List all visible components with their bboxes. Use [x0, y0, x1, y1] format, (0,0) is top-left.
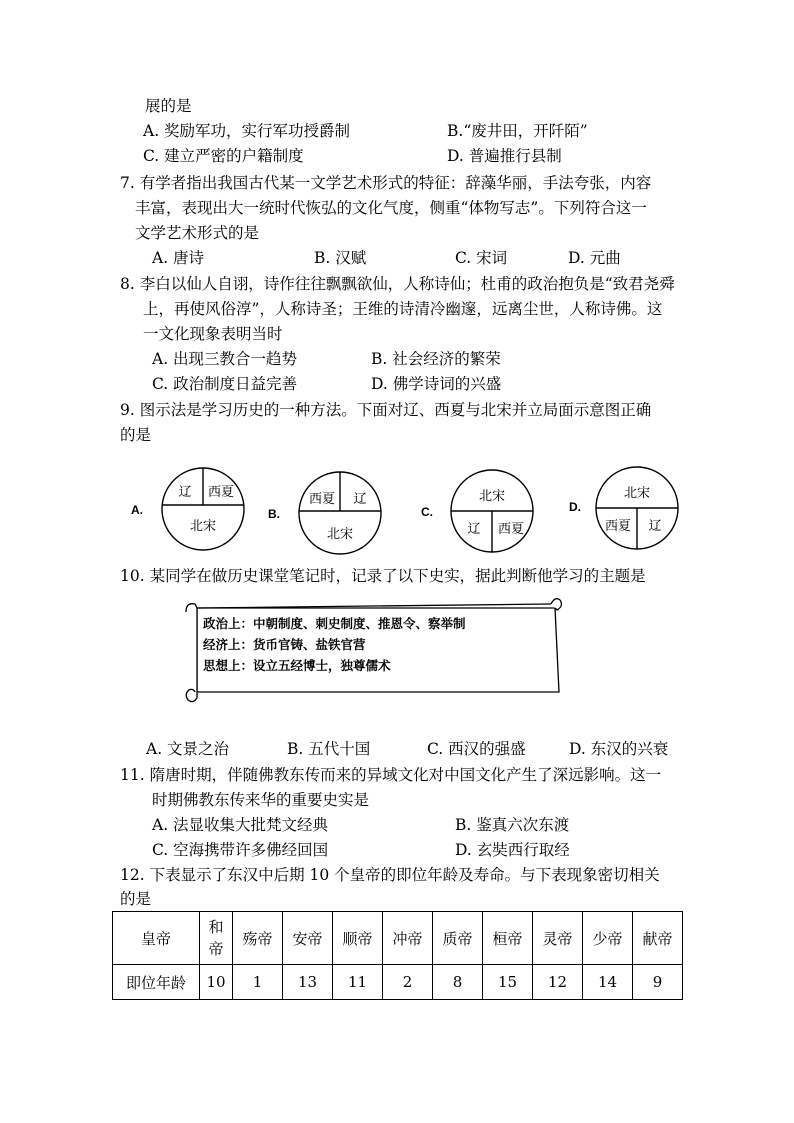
q10-notes-scroll — [183, 594, 563, 706]
emperor-cell: 安帝 — [283, 912, 333, 965]
q9-b-top-left: 西夏 — [308, 492, 336, 507]
emperor-name-split: 和 帝 — [208, 918, 224, 958]
q12-stem-line2: 的是 — [120, 890, 152, 908]
q8-option-d[interactable]: D. 佛学诗词的兴盛 — [371, 375, 502, 393]
q11-option-a[interactable]: A. 法显收集大批梵文经典 — [152, 816, 329, 834]
age-cell: 15 — [483, 965, 533, 1000]
q6-option-a[interactable]: A. 奖励军功，实行军功授爵制 — [143, 122, 351, 140]
q9-d-bottom-left: 西夏 — [604, 519, 632, 534]
q7-option-d[interactable]: D. 元曲 — [568, 249, 621, 267]
q10-stem: 10. 某同学在做历史课堂笔记时，记录了以下史实，据此判断他学习的主题是 — [120, 567, 646, 585]
q6-option-d[interactable]: D. 普遍推行县制 — [447, 147, 562, 165]
emperor-cell: 顺帝 — [333, 912, 383, 965]
age-cell: 14 — [583, 965, 633, 1000]
age-cell: 10 — [200, 965, 233, 1000]
q9-diagram-d-label[interactable]: D. — [569, 500, 581, 514]
q7-stem-line2: 丰富，表现出大一统时代恢弘的文化气度，侧重“体物写志”。下列符合这一 — [135, 199, 647, 217]
q8-stem-line1: 8. 李白以仙人自诩，诗作往往飘飘欲仙，人称诗仙；杜甫的政治抱负是“致君尧舜 — [120, 275, 675, 293]
q6-option-c[interactable]: C. 建立严密的户籍制度 — [143, 147, 304, 165]
q8-stem-line2: 上，再使风俗淳”，人称诗圣；王维的诗清冷幽邃，远离尘世，人称诗佛。这 — [143, 300, 663, 318]
age-row — [113, 965, 683, 1000]
q9-stem-line2: 的是 — [120, 426, 152, 444]
emperor-cell: 质帝 — [433, 912, 483, 965]
q9-b-bottom: 北宋 — [326, 527, 354, 542]
q10-option-b[interactable]: B. 五代十国 — [287, 740, 371, 758]
q11-option-b[interactable]: B. 鉴真六次东渡 — [455, 816, 570, 834]
q9-diagram-b-label[interactable]: B. — [268, 507, 280, 521]
q11-option-c[interactable]: C. 空海携带许多佛经回国 — [152, 841, 329, 859]
q9-diagram-c[interactable] — [449, 468, 535, 554]
q7-option-a[interactable]: A. 唐诗 — [152, 249, 205, 267]
q7-option-c[interactable]: C. 宋词 — [455, 249, 508, 267]
q8-option-a[interactable]: A. 出现三教合一趋势 — [152, 350, 298, 368]
q9-a-top-left: 辽 — [178, 485, 192, 500]
q7-stem-line1: 7. 有学者指出我国古代某一文学艺术形式的特征：辞藻华丽，手法夸张，内容 — [120, 174, 652, 192]
q10-note-economy: 经济上：货币官铸、盐铁官营 — [203, 637, 366, 652]
age-cell: 11 — [333, 965, 383, 1000]
q9-c-top: 北宋 — [478, 489, 506, 504]
q10-note-politics: 政治上：中朝制度、刺史制度、推恩令、察举制 — [203, 616, 466, 631]
q9-diagram-a-label[interactable]: A. — [131, 503, 143, 517]
q10-option-a[interactable]: A. 文景之治 — [146, 740, 230, 758]
q11-stem-line2: 时期佛教东传来华的重要史实是 — [152, 791, 370, 809]
age-cell: 1 — [233, 965, 283, 1000]
emperor-table — [112, 911, 683, 1000]
q11-stem-line1: 11. 隋唐时期，伴随佛教东传而来的异域文化对中国文化产生了深远影响。这一 — [120, 766, 662, 784]
q9-d-bottom-right: 辽 — [648, 519, 662, 534]
q9-b-top-right: 辽 — [353, 492, 367, 507]
q9-stem-line1: 9. 图示法是学习历史的一种方法。下面对辽、西夏与北宋并立局面示意图正确 — [120, 401, 652, 419]
q12-stem-line1: 12. 下表显示了东汉中后期 10 个皇帝的即位年龄及寿命。与下表现象密切相关 — [120, 866, 660, 884]
q9-c-bottom-left: 辽 — [467, 522, 481, 537]
q10-note-thought: 思想上：设立五经博士，独尊儒术 — [203, 658, 391, 673]
q6-stem-cont: 展的是 — [145, 97, 192, 115]
q8-option-b[interactable]: B. 社会经济的繁荣 — [371, 350, 501, 368]
emperor-cell: 殇帝 — [233, 912, 283, 965]
q9-d-top: 北宋 — [623, 486, 651, 501]
q9-diagram-d[interactable] — [594, 465, 680, 551]
q11-option-d[interactable]: D. 玄奘西行取经 — [455, 841, 570, 859]
q7-option-b[interactable]: B. 汉赋 — [314, 249, 367, 267]
q9-a-top-right: 西夏 — [207, 485, 235, 500]
age-cell: 8 — [433, 965, 483, 1000]
age-cell: 12 — [533, 965, 583, 1000]
q10-option-d[interactable]: D. 东汉的兴衰 — [569, 740, 669, 758]
emperor-cell: 冲帝 — [383, 912, 433, 965]
q9-diagram-c-label[interactable]: C. — [421, 505, 433, 519]
emperor-cell: 桓帝 — [483, 912, 533, 965]
q10-option-c[interactable]: C. 西汉的强盛 — [427, 740, 526, 758]
emperor-cell — [200, 912, 233, 965]
q6-option-b[interactable]: B.“废井田，开阡陌” — [447, 122, 588, 140]
row-header-emperor: 皇帝 — [113, 912, 200, 965]
age-cell: 2 — [383, 965, 433, 1000]
emperor-row — [113, 912, 683, 965]
emperor-cell: 灵帝 — [533, 912, 583, 965]
q9-c-bottom-right: 西夏 — [497, 522, 525, 537]
q9-diagram-a[interactable] — [160, 466, 246, 552]
age-cell: 9 — [633, 965, 683, 1000]
q9-diagram-b[interactable] — [297, 470, 383, 556]
emperor-cell: 少帝 — [583, 912, 633, 965]
emperor-cell: 献帝 — [633, 912, 683, 965]
q9-a-bottom: 北宋 — [189, 519, 217, 534]
q8-stem-line3: 一文化现象表明当时 — [143, 325, 283, 343]
q8-option-c[interactable]: C. 政治制度日益完善 — [152, 375, 298, 393]
q7-stem-line3: 文学艺术形式的是 — [135, 224, 260, 242]
age-cell: 13 — [283, 965, 333, 1000]
row-header-age: 即位年龄 — [113, 965, 200, 1000]
